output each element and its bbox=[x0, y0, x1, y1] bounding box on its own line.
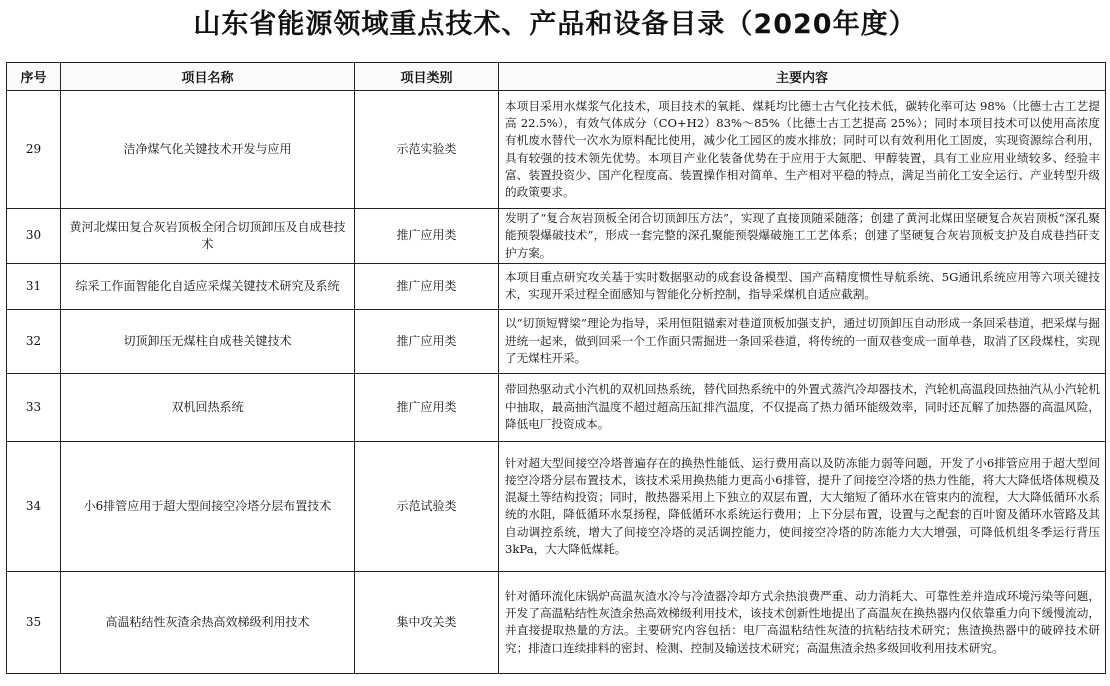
row-content: 发明了“复合灰岩顶板全闭合切顶卸压方法”，实现了直接顶随采随落；创建了黄河北煤田坚硬复合灰岩顶板“深孔聚能预裂爆破技术”，形成一套完整的深孔聚能预裂爆破施工工艺体系；创建了坚硬复合灰岩顶板支护及自成巷挡矸支护方案。 bbox=[499, 209, 1106, 264]
row-name: 高温粘结性灰渣余热高效梯级利用技术 bbox=[61, 571, 355, 673]
row-name: 双机回热系统 bbox=[61, 373, 355, 441]
row-content: 针对超大型间接空冷塔普遍存在的换热性能低、运行费用高以及防冻能力弱等问题，开发了小6排管应用于超大型间接空冷塔分层布置技术，该技术采用换热能力更高小6排管，提升了间接空冷塔的热力性能，将大大降低塔体规模及混凝土等结构投资；同时，散热器采用上下独立的双层布置，大大缩短了循环水在管束内的流程，大大降低循环水系统的水阻，降低循环水泵扬程，降低循环水系统运行费用；上下分层布置，设置与之配套的百叶窗及循环水管路及其自动调控系统，增大了间接空冷塔的灵活调控能力，使间接空冷塔的防冻能力大大增强，可降低机组冬季运行背压3kPa，大大降低煤耗。 bbox=[499, 441, 1106, 571]
row-no: 34 bbox=[7, 441, 61, 571]
row-name: 小6排管应用于超大型间接空冷塔分层布置技术 bbox=[61, 441, 355, 571]
row-category: 推广应用类 bbox=[355, 309, 499, 373]
row-content: 针对循环流化床锅炉高温灰渣水冷与冷渣器冷却方式余热浪费严重、动力消耗大、可靠性差并造成环境污染等问题，开发了高温粘结性灰渣余热高效梯级利用技术，该技术创新性地提出了高温灰在换热器内仅依靠重力向下缓慢流动，并直接提取热量的方法。主要研究内容包括：电厂高温粘结性灰渣的抗粘结技术研究；焦渣换热器中的破碎技术研究；排渣口连续排料的密封、检测、控制及输送技术研究；高温焦渣余热多级回收利用技术研究。 bbox=[499, 571, 1106, 673]
column-header-no: 序号 bbox=[7, 63, 61, 91]
row-content: 以“切顶短臂梁”理论为指导，采用恒阻锚索对巷道顶板加强支护，通过切顶卸压自动形成一条回采巷道，把采煤与掘进统一起来，做到回采一个工作面只需掘进一条回采巷道，将传统的一面双巷变成一面单巷，取消了区段煤柱，实现了无煤柱开采。 bbox=[499, 309, 1106, 373]
row-content: 本项目采用水煤浆气化技术，项目技术的氧耗、煤耗均比德士古气化技术低，碳转化率可达 98%（比德士古工艺提高 22.5%），有效气体成分（CO+H2）83%～85%（比德士古工艺提高 25%）；同时本项目技术可以使用高浓度有机废水替代一次水为原料配比使用，减少化工园区的废水排放；同时可以有效利用化工固废，实现资源综合利用，具有较强的技术领先优势。本项目产业化装备优势在于应用于大氮肥、甲醇装置，具有工业应用业绩较多、经验丰富、装置投资少、国产化程度高、装置操作相对简单、生产相对平稳的特点，满足当前化工安全运行、产业转型升级的政策要求。 bbox=[499, 91, 1106, 209]
column-header-content: 主要内容 bbox=[499, 63, 1106, 91]
row-no: 35 bbox=[7, 571, 61, 673]
row-no: 31 bbox=[7, 263, 61, 309]
row-name: 综采工作面智能化自适应采煤关键技术研究及系统 bbox=[61, 263, 355, 309]
page-title: 山东省能源领域重点技术、产品和设备目录（2020年度） bbox=[193, 9, 917, 40]
row-no: 29 bbox=[7, 91, 61, 209]
column-header-category: 项目类别 bbox=[355, 63, 499, 91]
row-no: 32 bbox=[7, 309, 61, 373]
row-category: 推广应用类 bbox=[355, 373, 499, 441]
row-category: 示范实验类 bbox=[355, 91, 499, 209]
table-row bbox=[7, 571, 1106, 673]
row-no: 33 bbox=[7, 373, 61, 441]
table-row bbox=[7, 209, 1106, 264]
column-header-name: 项目名称 bbox=[61, 63, 355, 91]
row-content: 本项目重点研究攻关基于实时数据驱动的成套设备模型、国产高精度惯性导航系统、5G通讯系统应用等六项关键技术，实现开采过程全面感知与智能化分析控制，指导采煤机自适应截割。 bbox=[499, 263, 1106, 309]
table-row bbox=[7, 263, 1106, 309]
row-category: 推广应用类 bbox=[355, 263, 499, 309]
catalog-table bbox=[6, 62, 1106, 674]
row-category: 示范试验类 bbox=[355, 441, 499, 571]
row-name: 黄河北煤田复合灰岩顶板全闭合切顶卸压及自成巷技术 bbox=[61, 209, 355, 264]
row-category: 集中攻关类 bbox=[355, 571, 499, 673]
table-row bbox=[7, 441, 1106, 571]
table-row bbox=[7, 309, 1106, 373]
row-category: 推广应用类 bbox=[355, 209, 499, 264]
table-row bbox=[7, 373, 1106, 441]
row-name: 切顶卸压无煤柱自成巷关键技术 bbox=[61, 309, 355, 373]
table-header-row bbox=[7, 63, 1106, 91]
row-no: 30 bbox=[7, 209, 61, 264]
row-name: 洁净煤气化关键技术开发与应用 bbox=[61, 91, 355, 209]
table-row bbox=[7, 91, 1106, 209]
row-content: 带回热驱动式小汽机的双机回热系统，替代回热系统中的外置式蒸汽冷却器技术，汽轮机高温段回热抽汽从小汽轮机中抽取，最高抽汽温度不超过超高压缸排汽温度，不仅提高了热力循环能级效率，同时还瓦解了加热器的高温风险，降低电厂投资成本。 bbox=[499, 373, 1106, 441]
